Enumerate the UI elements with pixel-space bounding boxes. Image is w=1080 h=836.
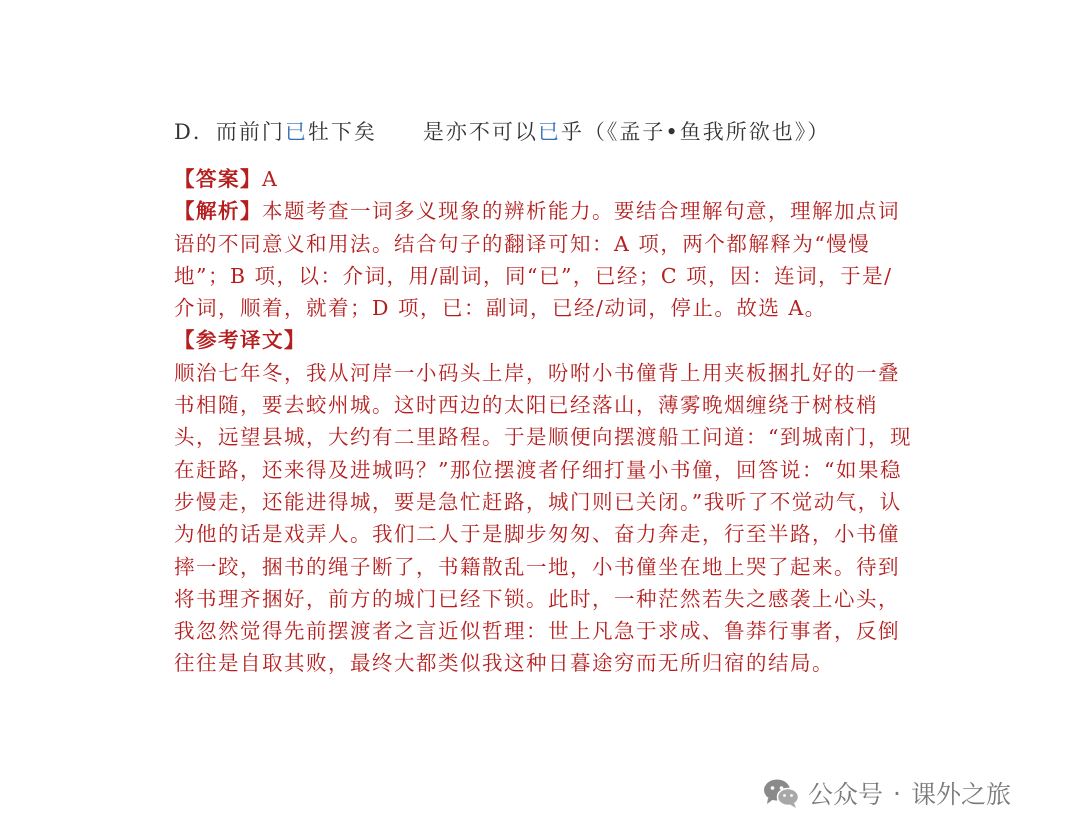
translation-paragraph xyxy=(174,357,914,680)
option-d-part1-key: 已 xyxy=(284,120,308,144)
option-d-part2-key: 已 xyxy=(537,120,561,144)
answer-label: 【答案】 xyxy=(174,167,262,191)
translation-text: 顺治七年冬，我从河岸一小码头上岸，吩咐小书僮背上用夹板捆扎好的一叠书相随，要去蛟州城。这时西边的太阳已经落山，薄雾晚烟缠绕于树枝梢头，远望县城，大约有二里路程。于是顺便向摆渡船工问道：“到城南门，现在赶路，还来得及进城吗？”那位摆渡者仔细打量小书僮，回答说：“如果稳步慢走，还能进得城，要是急忙赶路，城门则已关闭。”我听了不觉动气，认为他的话是戏弄人。我们二人于是脚步匆匆、奋力奔走，行至半路，小书僮摔一跤，捆书的绳子断了，书籍散乱一地，小书僮坐在地上哭了起来。待到将书理齐捆好，前方的城门已经下锁。此时，一种茫然若失之感袭上心头，我忽然觉得先前摆渡者之言近似哲理：世上凡急于求成、鲁莽行事者，反倒往往是自取其败，最终大都类似我这种日暮途穷而无所归宿的结局。 xyxy=(174,360,912,676)
option-d-part1-pre: 而前门 xyxy=(215,120,285,144)
translation-label: 【参考译文】 xyxy=(174,328,306,353)
option-d-part2-pre: 是亦不可以 xyxy=(422,120,538,144)
analysis-label: 【解析】 xyxy=(174,199,262,224)
analysis-text: 本题考查一词多义现象的辨析能力。要结合理解句意，理解加点词语的不同意义和用法。结合句子的翻译可知：A 项，两个都解释为“慢慢地”；B 项，以：介词，用/副词，同“已”，已经；C 项，因：连词，于是/介词，顺着，就着；D 项，已：副词，已经/动词，停止。故选 A。 xyxy=(174,199,900,321)
option-d-label: D． xyxy=(174,120,216,144)
analysis-paragraph xyxy=(174,195,914,324)
watermark-name: 课外之旅 xyxy=(910,780,1011,809)
watermark-prefix: 公众号 xyxy=(808,780,884,809)
watermark-separator: · xyxy=(893,778,901,808)
answer-content xyxy=(174,163,914,680)
answer-paragraph xyxy=(174,163,914,195)
answer-value: A xyxy=(262,167,279,191)
option-d-line xyxy=(174,116,830,146)
translation-label-paragraph xyxy=(174,324,914,356)
watermark xyxy=(762,773,1011,813)
option-d-part2-post: 乎（《孟子•鱼我所欲也》） xyxy=(560,120,831,144)
option-d-part1-post: 牡下矣 xyxy=(307,120,377,144)
wechat-icon xyxy=(762,777,800,809)
